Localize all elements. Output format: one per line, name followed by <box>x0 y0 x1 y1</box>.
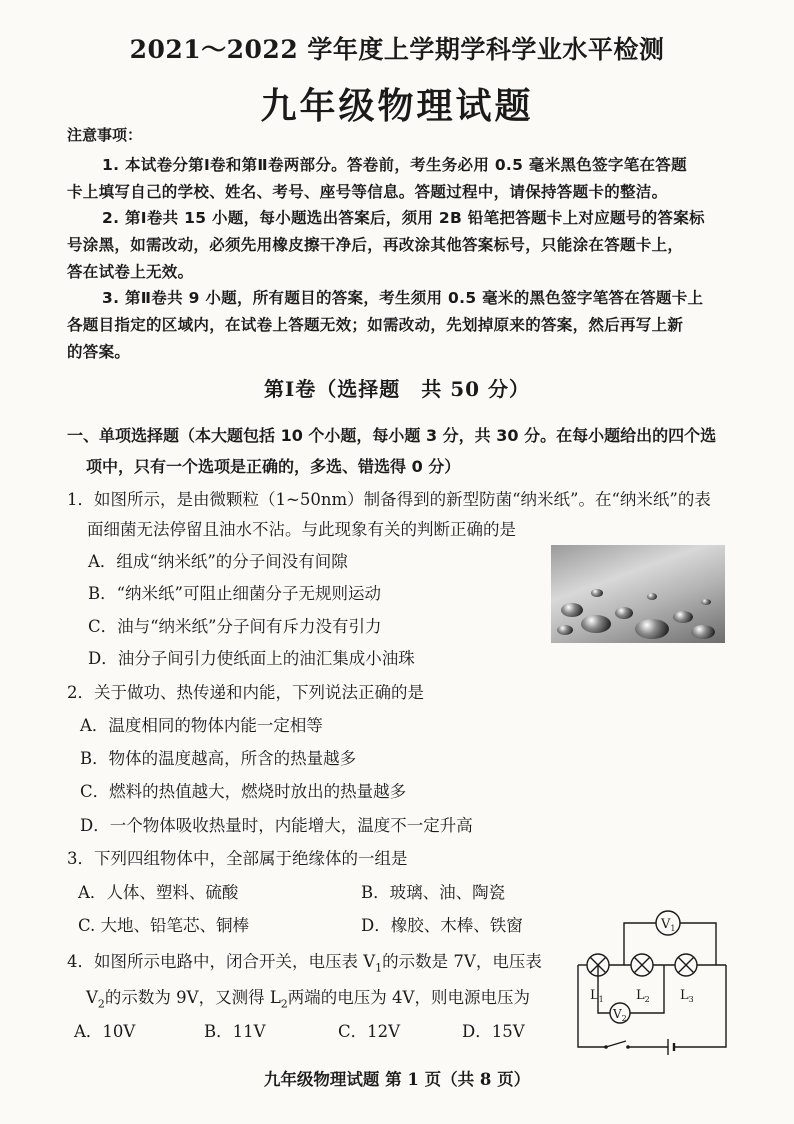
question-4-option-c: C．12V <box>338 1022 401 1041</box>
notice-title: 注意事项： <box>67 126 143 144</box>
question-1-option-b: B．“纳米纸”可阻止细菌分子无规则运动 <box>88 584 381 603</box>
question-2-stem: 2．关于做功、热传递和内能，下列说法正确的是 <box>67 683 424 702</box>
circuit-diagram <box>568 905 738 1060</box>
question-4-option-a: A．10V <box>74 1022 136 1041</box>
notice-line: 各题目指定的区域内，在试卷上答题无效；如需改动，先划掉原来的答案，然后再写上新 <box>67 316 684 334</box>
question-3-stem: 3．下列四组物体中，全部属于绝缘体的一组是 <box>67 849 408 868</box>
notice-line: 2. 第Ⅰ卷共 15 小题，每小题选出答案后，须用 2B 铅笔把答题卡上对应题号的答案标 <box>102 209 705 227</box>
notice-line: 卡上填写自己的学校、姓名、考号、座号等信息。答题过程中，请保持答题卡的整洁。 <box>67 183 668 201</box>
question-3-option-a: A．人体、塑料、硫酸 <box>78 883 239 902</box>
exam-header-line1: 2021～2022 学年度上学期学科学业水平检测 <box>129 35 665 64</box>
question-1-option-d: D．油分子间引力使纸面上的油汇集成小油珠 <box>88 649 415 668</box>
question-1-option-a: A．组成“纳米纸”的分子间没有间隙 <box>88 552 348 571</box>
lamp-l2-label: $L_2$ <box>636 988 650 1004</box>
question-4-stem: 4．如图所示电路中，闭合开关，电压表 $V_1$的示数是 7V，电压表 <box>67 952 542 975</box>
question-1-stem: 1．如图所示，是由微颗粒（1~50nm）制备得到的新型防菌“纳米纸”。在“纳米纸”的表 <box>67 490 711 509</box>
notice-line: 答在试卷上无效。 <box>67 263 194 281</box>
question-2-option-d: D．一个物体吸收热量时，内能增大，温度不一定升高 <box>80 816 473 835</box>
lamp-l3-label: $L_3$ <box>680 988 694 1004</box>
question-2-option-b: B．物体的温度越高，所含的热量越多 <box>80 749 357 768</box>
lamp-l1-label: $L_1$ <box>590 988 604 1004</box>
part-instruction: 项中，只有一个选项是正确的，多选、错选得 0 分） <box>86 457 461 476</box>
question-1-option-c: C．油与“纳米纸”分子间有斥力没有引力 <box>88 617 382 636</box>
voltmeter-v2-label: $V_2$ <box>613 1007 627 1023</box>
voltmeter-v1-label: $V_1$ <box>661 917 676 933</box>
question-2-option-a: A．温度相同的物体内能一定相等 <box>80 716 323 735</box>
page-footer: 九年级物理试题 第 1 页（共 8 页） <box>263 1070 531 1089</box>
question-2-option-c: C．燃料的热值越大，燃烧时放出的热量越多 <box>80 782 407 801</box>
question-3-option-b: B．玻璃、油、陶瓷 <box>361 883 506 902</box>
notice-line: 号涂黑，如需改动，必须先用橡皮擦干净后，再改涂其他答案标号，只能涂在答题卡上， <box>67 236 684 254</box>
question-4-option-d: D．15V <box>462 1022 525 1041</box>
question-4-stem: $V_2$的示数为 9V，又测得 $L_2$两端的电压为 4V，则电源电压为 <box>86 988 530 1011</box>
question-4-option-b: B．11V <box>204 1022 266 1041</box>
part-instruction: 一、单项选择题（本大题包括 10 个小题，每小题 3 分，共 30 分。在每小题给出的四个选 <box>67 426 717 445</box>
section-title: 第Ⅰ卷（选择题 共 50 分） <box>263 377 531 401</box>
notice-line: 的答案。 <box>67 343 131 361</box>
question-3-option-c: C. 大地、铅笔芯、铜棒 <box>78 916 250 935</box>
question-3-option-d: D．橡胶、木棒、铁窗 <box>361 916 523 935</box>
question-1-stem: 面细菌无法停留且油水不沾。与此现象有关的判断正确的是 <box>87 520 516 539</box>
notice-line: 1. 本试卷分第Ⅰ卷和第Ⅱ卷两部分。答卷前，考生务必用 0.5 毫米黑色签字笔在答题 <box>102 156 687 174</box>
exam-title: 九年级物理试题 <box>260 85 534 127</box>
nano-paper-photo <box>551 545 725 643</box>
notice-line: 3. 第Ⅱ卷共 9 小题，所有题目的答案，考生须用 0.5 毫米的黑色签字笔答在答题卡上 <box>102 289 704 307</box>
